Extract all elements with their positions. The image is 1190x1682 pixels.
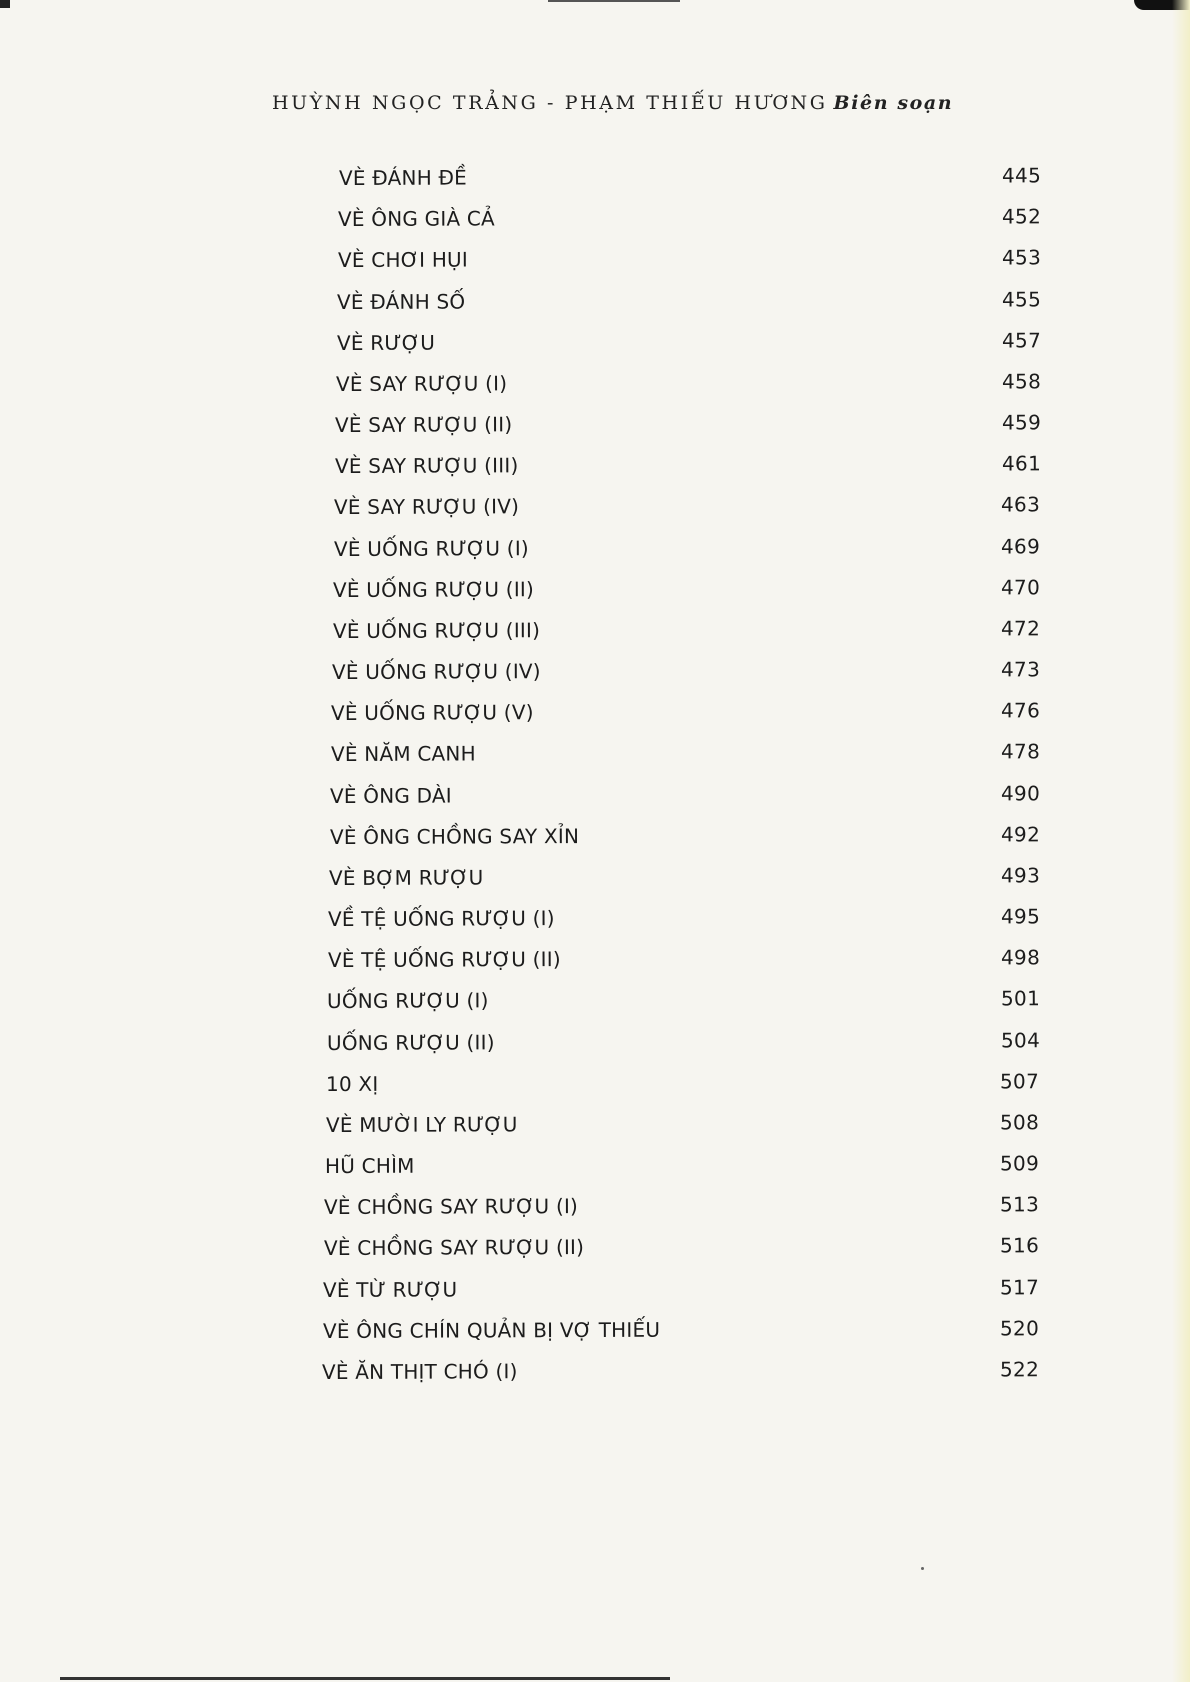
- toc-entry: [326, 1106, 1040, 1141]
- toc-entry-page-number: 517: [999, 1275, 1040, 1300]
- toc-entry: [332, 653, 1041, 688]
- toc-entry: [339, 159, 1042, 194]
- toc-entry-title: VÈ ĂN THỊT CHÓ (I): [321, 1359, 518, 1384]
- toc-entry-title: VÈ SAY RƯỢU (II): [334, 412, 513, 437]
- toc-entry-title: VÈ CHƠI HỤI: [337, 247, 469, 272]
- toc-entry: [326, 1065, 1040, 1100]
- toc-entry-title: VÈ ÔNG CHỒNG SAY XỈN: [329, 824, 580, 849]
- toc-entry: [323, 1312, 1040, 1347]
- toc-entry: [338, 200, 1042, 235]
- toc-entry-title: UỐNG RƯỢU (I): [326, 988, 489, 1013]
- toc-entry: [336, 365, 1042, 400]
- toc-entry-page-number: 501: [1000, 986, 1041, 1011]
- toc-entry: [325, 1147, 1040, 1182]
- toc-entry-title: VÈ TỪ RƯỢU: [322, 1277, 458, 1302]
- toc-entry-page-number: 469: [1000, 534, 1041, 559]
- toc-entry-page-number: 492: [1000, 822, 1041, 847]
- toc-entry: [328, 900, 1041, 935]
- toc-entry-title: HŨ CHÌM: [324, 1153, 415, 1178]
- toc-entry: [338, 241, 1042, 276]
- toc-entry-page-number: 461: [1001, 451, 1042, 476]
- toc-entry: [323, 1271, 1040, 1306]
- toc-entry-title: VÈ RƯỢU: [336, 330, 436, 355]
- toc-entry-title: VÈ SAY RƯỢU (I): [335, 371, 508, 396]
- toc-entry-title: VÈ UỐNG RƯỢU (V): [330, 700, 534, 725]
- toc-entry-page-number: 476: [1000, 698, 1041, 723]
- toc-entry: [328, 941, 1041, 976]
- toc-entry: [331, 694, 1041, 729]
- toc-entry-title: UỐNG RƯỢU (II): [326, 1030, 495, 1055]
- toc-entry: [327, 1024, 1041, 1059]
- toc-entry-page-number: 455: [1001, 287, 1042, 312]
- toc-entry-title: VÈ UỐNG RƯỢU (II): [332, 577, 535, 602]
- toc-entry: [337, 283, 1042, 318]
- toc-entry-page-number: 508: [999, 1110, 1040, 1135]
- header-role: Biên soạn: [833, 92, 954, 114]
- toc-entry-page-number: 453: [1001, 245, 1042, 270]
- toc-entry-title: VÈ UỐNG RƯỢU (I): [333, 536, 529, 561]
- toc-entry-title: VÈ CHỒNG SAY RƯỢU (I): [323, 1194, 579, 1219]
- toc-entry-page-number: 498: [1000, 945, 1041, 970]
- toc-entry-page-number: 522: [999, 1357, 1040, 1382]
- toc-entry-page-number: 457: [1001, 328, 1042, 353]
- toc-entry-title: VÈ UỐNG RƯỢU (III): [332, 618, 541, 643]
- toc-entry-page-number: 452: [1001, 204, 1042, 229]
- toc-entry-page-number: 493: [1000, 863, 1041, 888]
- toc-entry-page-number: 504: [1000, 1028, 1041, 1053]
- toc-entry-title: VÈ ĐÁNH ĐỀ: [338, 165, 468, 190]
- toc-entry-page-number: 507: [999, 1069, 1040, 1094]
- toc-entry-title: VÈ UỐNG RƯỢU (IV): [331, 659, 541, 684]
- toc-entry-page-number: 495: [1000, 904, 1041, 929]
- toc-entry-title: VÈ ÔNG CHÍN QUẢN BỊ VỢ THIẾU: [322, 1317, 661, 1343]
- toc-entry-page-number: 490: [1000, 781, 1041, 806]
- toc-entry-title: VÈ NĂM CANH: [330, 741, 476, 766]
- toc-entry-page-number: 516: [999, 1233, 1040, 1258]
- toc-entry-page-number: 472: [1000, 616, 1041, 641]
- toc-entry-page-number: 463: [1000, 492, 1041, 517]
- toc-entry-page-number: 458: [1001, 369, 1042, 394]
- scan-speck: [921, 1567, 924, 1570]
- toc-entry-page-number: 470: [1000, 575, 1041, 600]
- toc-entry-page-number: 473: [1000, 657, 1041, 682]
- toc-entry-title: VỀ TỆ UỐNG RƯỢU (I): [327, 906, 555, 931]
- toc-entry-title: VÈ MƯỜI LY RƯỢU: [325, 1112, 518, 1137]
- toc-entry: [333, 571, 1041, 606]
- toc-entry-title: VÈ ĐÁNH SỐ: [336, 289, 466, 314]
- toc-entry: [335, 447, 1042, 482]
- toc-entry: [330, 818, 1041, 853]
- toc-entry: [324, 1188, 1040, 1223]
- toc-entry: [335, 406, 1042, 441]
- toc-entry-page-number: 459: [1001, 410, 1042, 435]
- scan-mark: [60, 1677, 670, 1680]
- toc-entry: [334, 488, 1041, 523]
- toc-entry-page-number: 478: [1000, 739, 1041, 764]
- toc-entry: [337, 324, 1042, 359]
- toc-entry-title: VÈ SAY RƯỢU (III): [334, 453, 519, 478]
- toc-entry: [331, 735, 1041, 770]
- toc-entry: [324, 1229, 1040, 1264]
- toc-entry-title: VÈ ÔNG GIÀ CẢ: [337, 206, 495, 231]
- toc-entry-title: VÈ SAY RƯỢU (IV): [333, 494, 520, 519]
- toc-entry-page-number: 520: [999, 1316, 1040, 1341]
- header-authors: HUỲNH NGỌC TRẢNG - PHẠM THIẾU HƯƠNG: [272, 92, 828, 114]
- toc-entry-title: VÈ BỢM RƯỢU: [328, 865, 484, 890]
- toc-entry: [327, 982, 1041, 1017]
- toc-entry: [322, 1353, 1040, 1388]
- toc-entry: [333, 612, 1041, 647]
- toc-entry-title: VÈ TỆ UỐNG RƯỢU (II): [327, 947, 561, 972]
- toc-entry-page-number: 509: [999, 1151, 1040, 1176]
- toc-entry-title: VÈ ÔNG DÀI: [329, 783, 452, 808]
- toc-entry: [334, 530, 1041, 565]
- toc-entry-page-number: 445: [1001, 163, 1042, 188]
- toc-entry-title: 10 XỊ: [325, 1071, 379, 1096]
- toc-entry-page-number: 513: [999, 1192, 1040, 1217]
- toc-entry: [329, 859, 1041, 894]
- toc-entry-title: VÈ CHỒNG SAY RƯỢU (II): [323, 1235, 585, 1260]
- toc-entry: [330, 777, 1041, 812]
